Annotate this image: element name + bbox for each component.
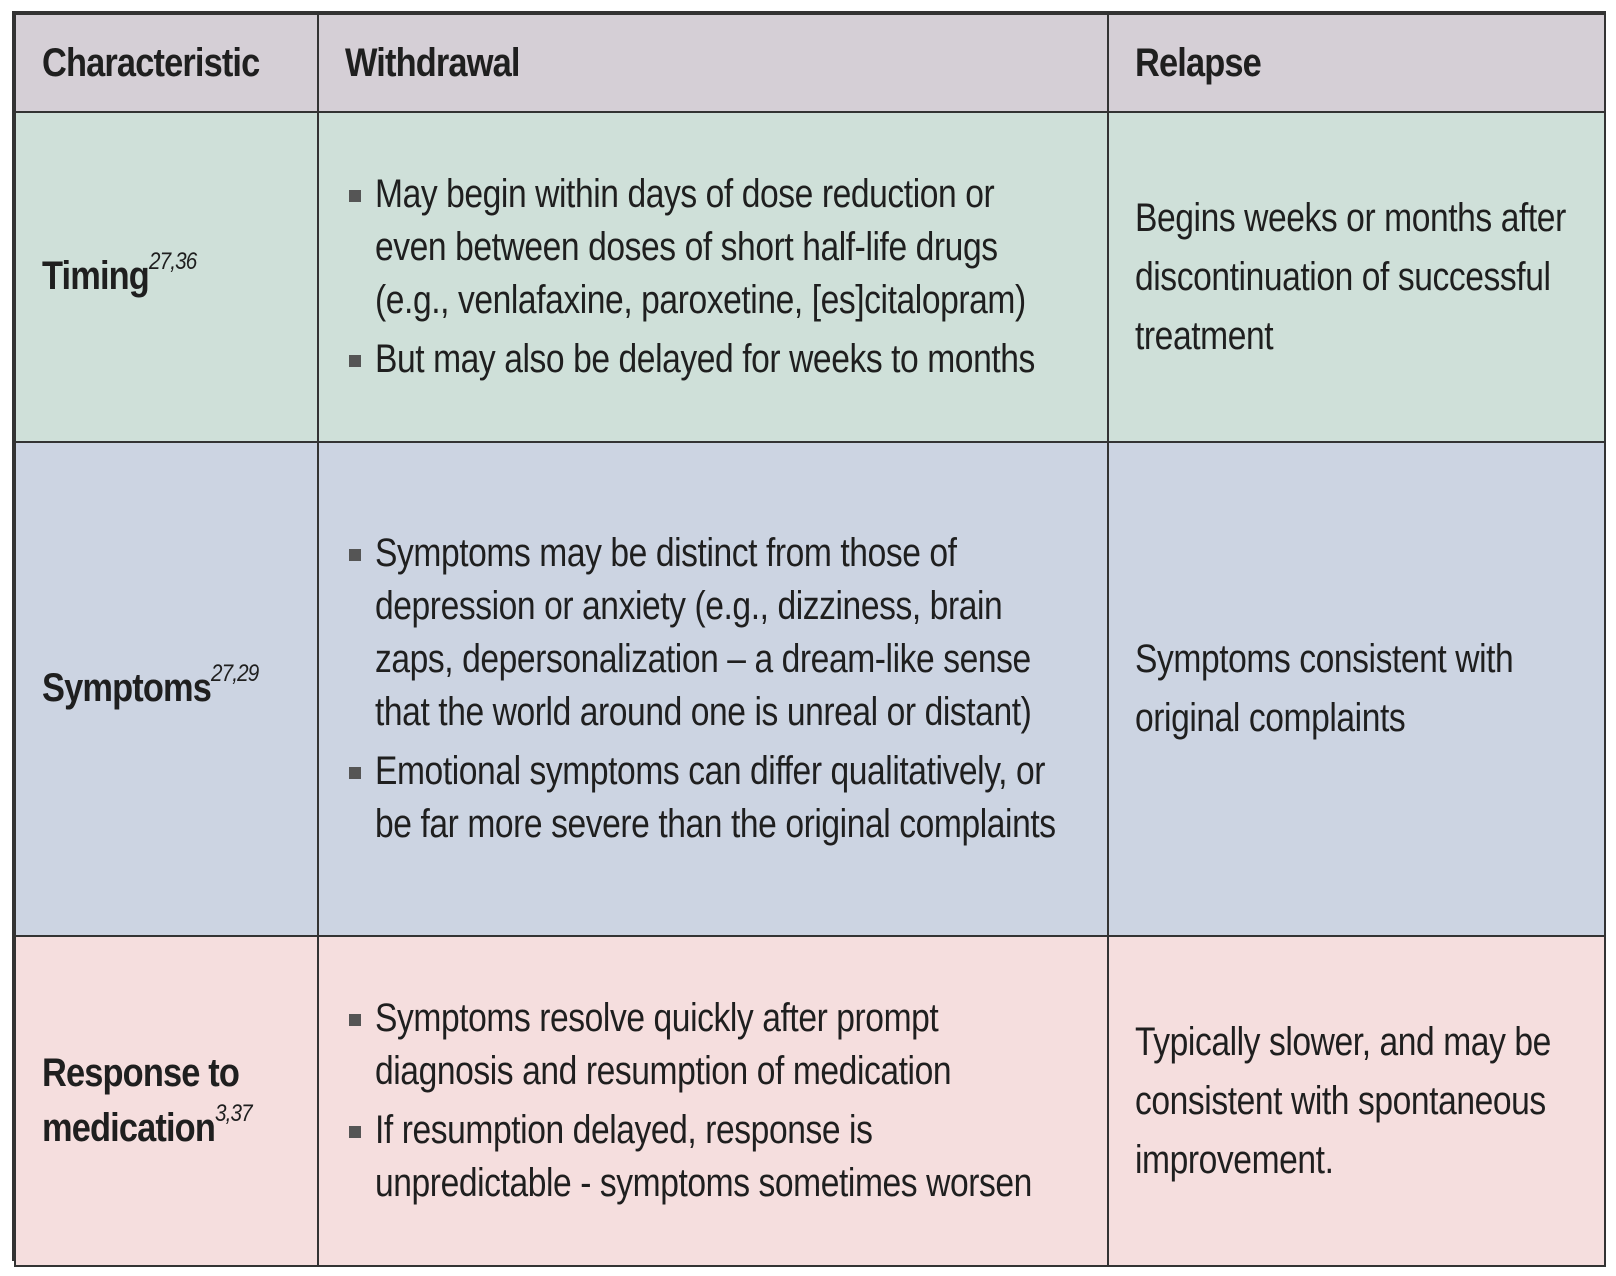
bullet-square-icon — [349, 1126, 361, 1138]
table-row-timing — [15, 112, 1605, 442]
bullet-square-icon — [349, 549, 361, 561]
list-item — [349, 745, 1087, 851]
withdrawal-list — [319, 992, 1107, 1210]
row-label: Timing — [42, 254, 149, 299]
list-item-text: If resumption delayed, response is unpredictable - symptoms sometimes worsen — [375, 1108, 1032, 1205]
bullet-square-icon — [349, 355, 361, 367]
row-label-cell — [15, 936, 318, 1266]
relapse-cell — [1108, 442, 1605, 936]
bullet-square-icon — [349, 1014, 361, 1026]
table-header-row — [15, 14, 1605, 112]
relapse-cell — [1108, 936, 1605, 1266]
header-withdrawal — [318, 14, 1108, 112]
header-characteristic-label: Characteristic — [42, 40, 260, 85]
header-characteristic — [15, 14, 318, 112]
list-item-text: Emotional symptoms can differ qualitatively, or be far more severe than the original complaints — [375, 749, 1056, 846]
withdrawal-list — [319, 527, 1107, 851]
row-label: Symptoms — [42, 666, 211, 711]
relapse-text: Typically slower, and may be consistent with spontaneous improvement. — [1135, 1019, 1551, 1182]
list-item-text: But may also be delayed for weeks to months — [375, 337, 1035, 381]
withdrawal-cell — [318, 936, 1108, 1266]
row-label: Response to medication — [42, 1050, 239, 1150]
withdrawal-cell — [318, 112, 1108, 442]
relapse-text: Begins weeks or months after discontinuation of successful treatment — [1135, 195, 1566, 358]
header-relapse — [1108, 14, 1605, 112]
list-item — [349, 527, 1087, 739]
list-item-text: Symptoms may be distinct from those of depression or anxiety (e.g., dizziness, brain zaps, depersonalization – a dream-like sense that the world around one is unreal or distant) — [375, 531, 1032, 734]
reference-superscript: 3,37 — [214, 1100, 252, 1127]
list-item-text: May begin within days of dose reduction or even between doses of short half-life drugs (e.g., venlafaxine, paroxetine, [es]citalopram) — [375, 172, 1026, 322]
header-relapse-label: Relapse — [1135, 40, 1261, 85]
reference-superscript: 27,29 — [210, 660, 259, 688]
row-label-cell — [15, 442, 318, 936]
relapse-text: Symptoms consistent with original complaints — [1135, 637, 1514, 740]
table-row-symptoms — [15, 442, 1605, 936]
withdrawal-cell — [318, 442, 1108, 936]
list-item — [349, 992, 1087, 1098]
withdrawal-list — [319, 168, 1107, 386]
header-withdrawal-label: Withdrawal — [345, 40, 520, 85]
table-row-response — [15, 936, 1605, 1266]
list-item-text: Symptoms resolve quickly after prompt diagnosis and resumption of medication — [375, 996, 952, 1093]
row-label-cell — [15, 112, 318, 442]
bullet-square-icon — [349, 767, 361, 779]
list-item — [349, 168, 1087, 327]
list-item — [349, 333, 1087, 386]
comparison-table — [12, 11, 1606, 1261]
reference-superscript: 27,36 — [148, 248, 197, 276]
bullet-square-icon — [349, 190, 361, 202]
relapse-cell — [1108, 112, 1605, 442]
list-item — [349, 1104, 1087, 1210]
